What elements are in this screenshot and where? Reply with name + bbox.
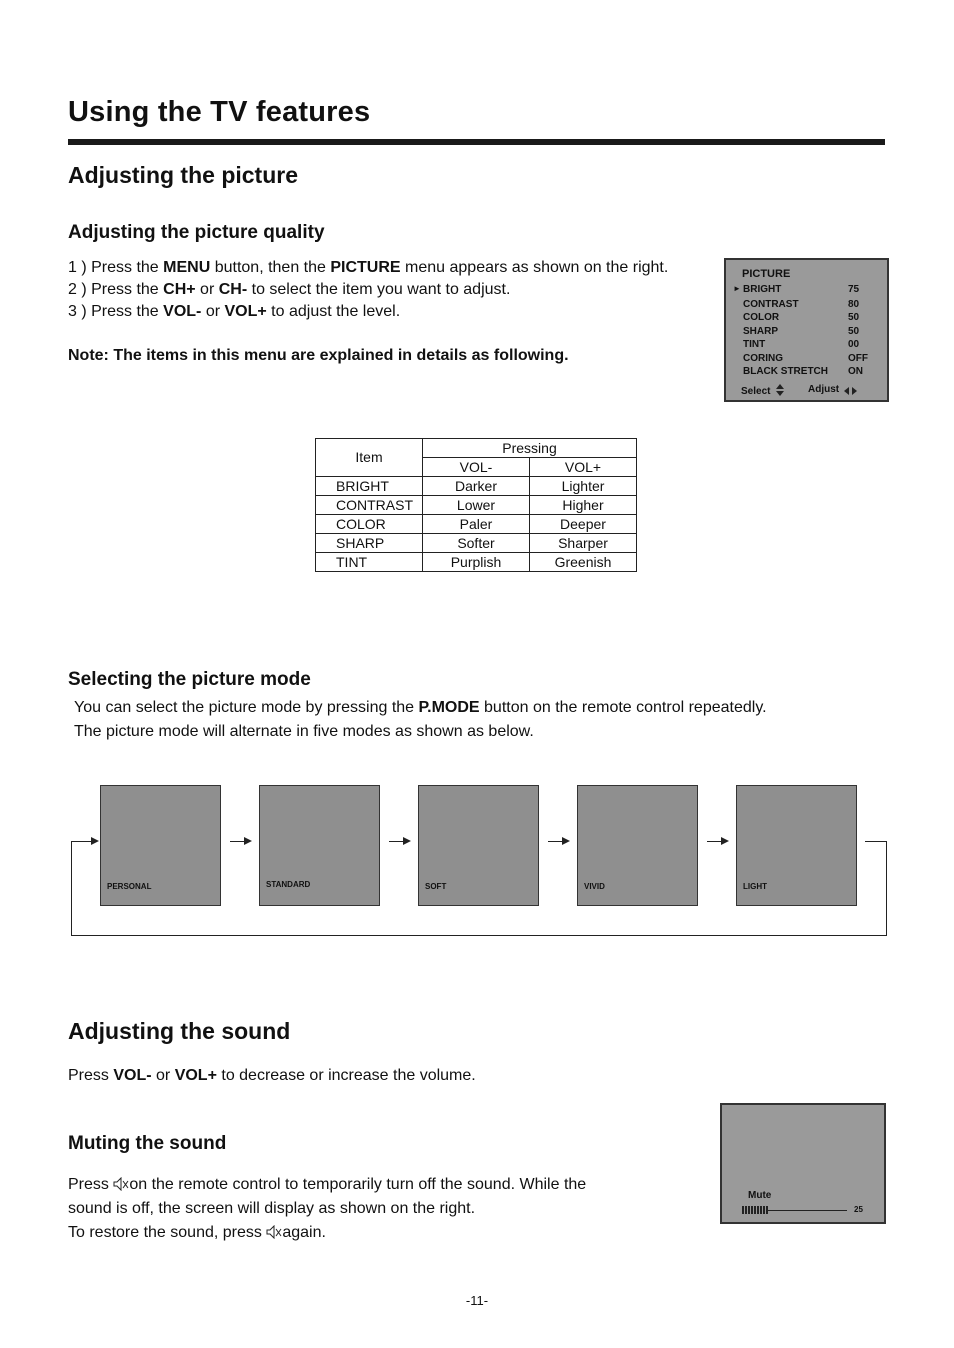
osd-item-label: BLACK STRETCH [743,366,828,377]
page-title: Using the TV features [68,96,371,128]
osd-item-label: BRIGHT [743,284,782,295]
osd-item-value: 50 [848,326,860,337]
osd-title: PICTURE [742,268,791,280]
table-row: CONTRAST Lower Higher [316,496,637,515]
table-row: TINT Purplish Greenish [316,553,637,572]
osd-item-label: CONTRAST [743,299,799,310]
title-rule [68,139,885,145]
table-header-vol-minus: VOL- [423,458,530,477]
picture-mode-text: You can select the picture mode by pressing the P.MODE button on the remote control repeatedly. The picture mode will alternate in five modes as shown as below. [74,699,767,740]
osd-item-value: 50 [848,312,860,323]
table-row: COLOR Paler Deeper [316,515,637,534]
step-3: 3 ) Press the VOL- or VOL+ to adjust the level. [68,303,401,320]
arrow-right-icon [244,837,252,845]
osd-item-value: ON [848,366,863,377]
up-down-arrows-icon [776,384,784,396]
mode-screen-vivid: VIVID [577,785,698,906]
mode-screen-light: LIGHT [736,785,857,906]
mode-screen-soft: SOFT [418,785,539,906]
picture-osd [724,258,889,402]
subheading-picture-mode: Selecting the picture mode [68,669,311,690]
osd-item-value: 75 [848,284,860,295]
table-header-pressing: Pressing [423,439,637,458]
arrow-line [230,841,244,842]
table-header-item: Item [316,439,423,477]
osd-item-label: SHARP [743,326,779,337]
loop-line [71,935,887,936]
volume-value: 25 [854,1205,863,1214]
loop-line [865,841,887,842]
arrow-right-icon [91,837,99,845]
volume-instruction: Press VOL- or VOL+ to decrease or increase the volume. [68,1067,476,1084]
mute-text: Press on the remote control to temporarily turn off the sound. While the sound is off, the screen will display as shown on the right. To restore the sound, press again. [68,1176,587,1241]
quality-steps [68,257,718,323]
step-2: 2 ) Press the CH+ or CH- to select the item you want to adjust. [68,281,511,298]
table-row: BRIGHT Darker Lighter [316,477,637,496]
mode-screen-personal: PERSONAL [100,785,221,906]
osd-item-label: CORING [743,353,783,364]
table-header-vol-plus: VOL+ [530,458,637,477]
arrow-line [389,841,403,842]
osd-select-label: Select [741,386,771,397]
osd-item-label: TINT [743,339,766,350]
mute-osd [720,1103,886,1224]
loop-line [886,841,887,936]
arrow-right-icon [721,837,729,845]
arrow-line [707,841,721,842]
cursor-icon: ► [733,284,741,293]
section-heading-sound: Adjusting the sound [68,1018,291,1044]
mute-speaker-icon [113,1177,129,1191]
loop-line [71,841,91,842]
osd-item-label: COLOR [743,312,780,323]
osd-adjust-label: Adjust [808,384,840,395]
mute-speaker-icon [266,1225,282,1239]
step-1: 1 ) Press the MENU button, then the PICTURE menu appears as shown on the right. [68,259,669,276]
osd-item-value: 00 [848,339,860,350]
section-heading-picture: Adjusting the picture [68,162,298,188]
subheading-picture-quality: Adjusting the picture quality [68,222,325,243]
note-text: Note: The items in this menu are explained in details as following. [68,347,569,364]
mode-screen-standard: STANDARD [259,785,380,906]
picture-adjust-table [315,438,637,572]
arrow-right-icon [562,837,570,845]
left-right-arrows-icon [844,387,858,395]
volume-level-bar [742,1206,768,1214]
arrow-line [548,841,562,842]
osd-item-value: 80 [848,299,860,310]
loop-line [71,841,72,936]
table-row: SHARP Softer Sharper [316,534,637,553]
page-number: -11- [465,1293,489,1308]
arrow-right-icon [403,837,411,845]
osd-item-value: OFF [848,353,868,364]
subheading-muting: Muting the sound [68,1133,227,1154]
mute-label: Mute [748,1190,772,1201]
